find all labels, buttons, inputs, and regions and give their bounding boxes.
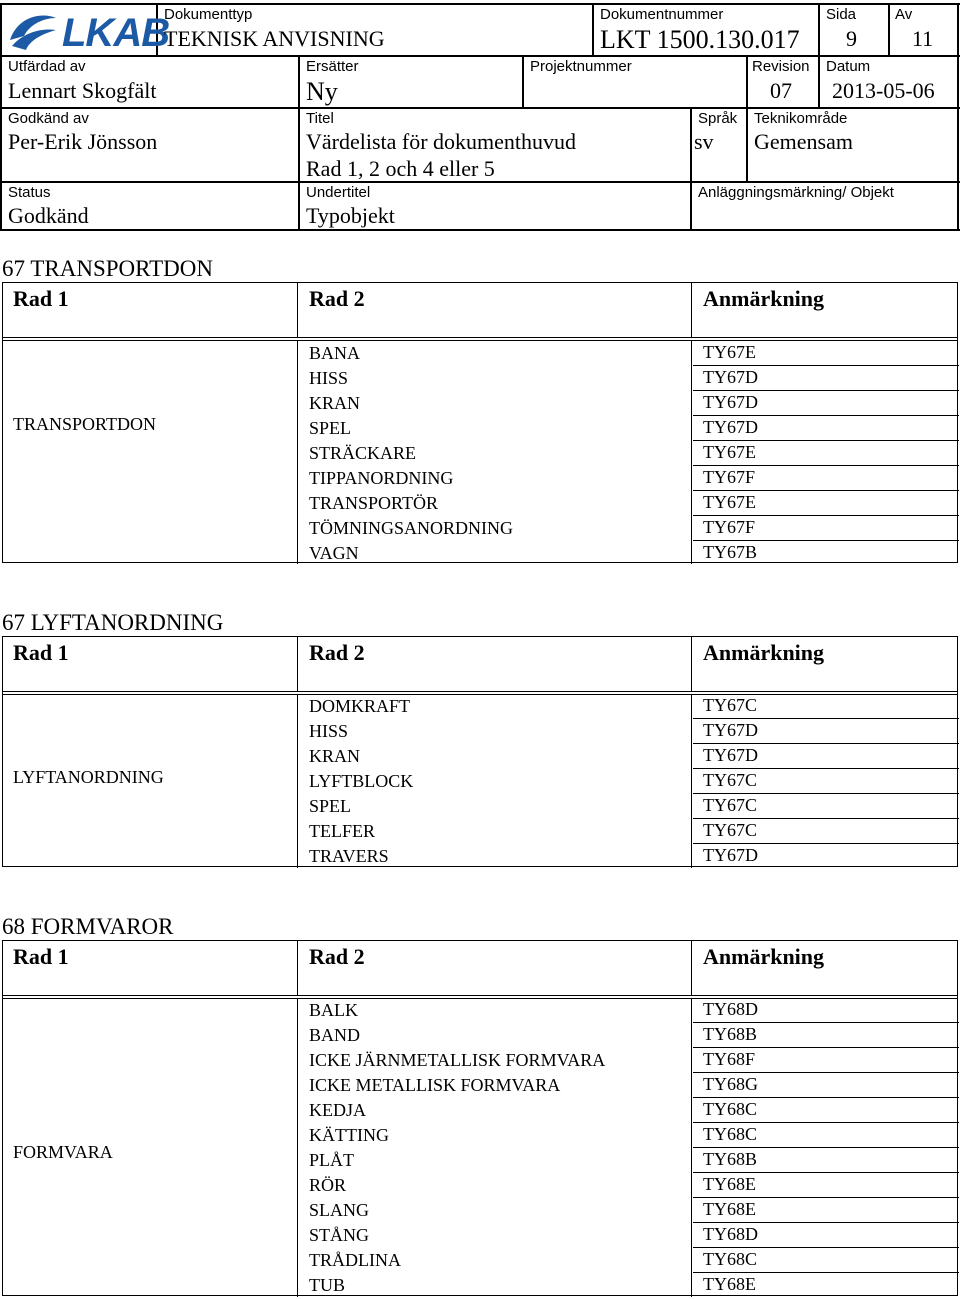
anmarkning-item: TY67F: [703, 517, 756, 537]
anmarkning-item: TY67E: [703, 492, 756, 512]
header-vrule: [690, 107, 692, 231]
rad1-cell: LYFTANORDNING: [13, 767, 164, 787]
titel-value-line1: Värdelista för dokumenthuvud: [306, 129, 577, 154]
table-header-row: [3, 941, 957, 996]
anmarkning-item: TY67F: [703, 467, 756, 487]
anmarkning-item: TY68F: [703, 1049, 756, 1069]
rad2-item: TIPPANORDNING: [309, 468, 454, 488]
header-rule-3: [0, 181, 960, 183]
row-divider: [693, 465, 959, 466]
status-value: Godkänd: [8, 203, 89, 228]
rad2-item: TRANSPORTÖR: [309, 493, 438, 513]
column-separator: [297, 340, 298, 564]
row-divider: [693, 1122, 959, 1123]
anmarkning-item: TY68C: [703, 1249, 757, 1269]
anmarkning-item: TY68D: [703, 999, 758, 1019]
rad2-item: KRAN: [309, 746, 361, 766]
rad2-item: SPEL: [309, 796, 352, 816]
rad2-item: VAGN: [309, 543, 359, 563]
column-separator: [297, 998, 298, 1297]
column-separator: [691, 998, 692, 1297]
column-separator: [297, 283, 298, 337]
rad2-item: KRAN: [309, 393, 361, 413]
row-divider: [693, 440, 959, 441]
rad2-item: RÖR: [309, 1175, 347, 1195]
column-separator: [691, 637, 692, 691]
sprak-label: Språk: [698, 110, 738, 127]
body-top-line: [3, 340, 957, 341]
ersatter-label: Ersätter: [306, 58, 359, 75]
row-divider: [693, 1172, 959, 1173]
header-vrule: [888, 3, 890, 55]
row-divider: [693, 540, 959, 541]
row-divider: [693, 1097, 959, 1098]
datum-value: 2013-05-06: [832, 78, 935, 103]
godkand-av-value: Per-Erik Jönsson: [8, 129, 158, 154]
row-divider: [693, 818, 959, 819]
section-title: 68 FORMVAROR: [2, 914, 174, 939]
column-separator: [691, 340, 692, 564]
header-vrule: [818, 3, 820, 107]
header-border-right: [957, 3, 959, 231]
column-header-rad2: Rad 2: [309, 286, 365, 311]
sida-value: 9: [846, 26, 857, 51]
header-vrule: [522, 55, 524, 107]
rad2-item: PLÅT: [309, 1150, 354, 1170]
column-header-rad1: Rad 1: [13, 286, 69, 311]
rad1-cell: TRANSPORTDON: [13, 414, 156, 434]
row-divider: [693, 1197, 959, 1198]
av-value: 11: [912, 26, 934, 51]
anmarkning-item: TY68G: [703, 1074, 758, 1094]
row-divider: [693, 365, 959, 366]
header-vrule: [298, 55, 300, 231]
rad2-item: KEDJA: [309, 1100, 366, 1120]
row-divider: [693, 490, 959, 491]
revision-value: 07: [770, 78, 792, 103]
table-header-row: [3, 283, 957, 338]
anmarkning-item: TY67C: [703, 795, 757, 815]
rad2-item: LYFTBLOCK: [309, 771, 414, 791]
anmarkning-item: TY67D: [703, 745, 758, 765]
rad1-cell: FORMVARA: [13, 1142, 113, 1162]
utfardad-label: Utfärdad av: [8, 58, 86, 75]
column-separator: [297, 941, 298, 995]
column-separator: [691, 941, 692, 995]
rad2-item: BANA: [309, 343, 361, 363]
rad2-item: KÄTTING: [309, 1125, 389, 1145]
av-label: Av: [895, 6, 913, 23]
logo-wordmark: LKAB: [62, 11, 170, 55]
value-table-transportdon: [2, 282, 958, 563]
anmarkning-item: TY67D: [703, 845, 758, 865]
column-header-rad1: Rad 1: [13, 944, 69, 969]
teknikomrade-label: Teknikområde: [754, 110, 848, 127]
row-divider: [693, 718, 959, 719]
row-divider: [693, 768, 959, 769]
anmarkning-item: TY67C: [703, 770, 757, 790]
revision-label: Revision: [752, 58, 810, 75]
dokumenttyp-value: TEKNISK ANVISNING: [164, 26, 385, 51]
value-table-formvaror: [2, 940, 958, 1296]
anmarkning-item: TY67D: [703, 417, 758, 437]
row-divider: [693, 843, 959, 844]
titel-label: Titel: [306, 110, 334, 127]
section-title: 67 TRANSPORTDON: [2, 256, 213, 281]
column-separator: [297, 637, 298, 691]
anmarkning-item: TY68D: [703, 1224, 758, 1244]
anmarkning-item: TY68E: [703, 1199, 756, 1219]
column-separator: [297, 694, 298, 868]
rad2-item: TRAVERS: [309, 846, 389, 866]
row-divider: [693, 1222, 959, 1223]
anmarkning-item: TY68E: [703, 1274, 756, 1294]
dokumenttyp-label: Dokumenttyp: [164, 6, 253, 23]
anmarkning-item: TY68C: [703, 1124, 757, 1144]
dokumentnummer-value: LKT 1500.130.017: [600, 25, 800, 54]
anlaggning-label: Anläggningsmärkning/ Objekt: [698, 184, 894, 201]
header-border-left: [0, 3, 2, 231]
lkab-emblem-icon: [8, 10, 58, 54]
document-header: [0, 0, 960, 232]
rad2-item: SLANG: [309, 1200, 370, 1220]
rad2-item: ICKE METALLISK FORMVARA: [309, 1075, 561, 1095]
anmarkning-item: TY68E: [703, 1174, 756, 1194]
header-rule-1: [0, 55, 960, 57]
sprak-value: sv: [694, 129, 714, 154]
anmarkning-item: TY68B: [703, 1024, 757, 1044]
rad2-item: TRÅDLINA: [309, 1250, 401, 1270]
titel-value-line2: Rad 1, 2 och 4 eller 5: [306, 156, 495, 181]
row-divider: [693, 793, 959, 794]
header-vrule: [746, 55, 748, 181]
row-divider: [693, 1272, 959, 1273]
section-title: 67 LYFTANORDNING: [2, 610, 224, 635]
status-label: Status: [8, 184, 51, 201]
header-rule-2: [0, 107, 960, 109]
undertitel-label: Undertitel: [306, 184, 371, 201]
rad2-item: STÅNG: [309, 1225, 370, 1245]
column-separator: [691, 694, 692, 868]
rad2-item: HISS: [309, 368, 349, 388]
body-top-line: [3, 998, 957, 999]
row-divider: [693, 1047, 959, 1048]
rad2-item: TÖMNINGSANORDNING: [309, 518, 513, 538]
row-divider: [693, 1147, 959, 1148]
row-divider: [693, 743, 959, 744]
header-border-bottom: [0, 229, 960, 231]
column-separator: [691, 283, 692, 337]
row-divider: [693, 515, 959, 516]
anmarkning-item: TY67C: [703, 695, 757, 715]
rad2-item: SPEL: [309, 418, 352, 438]
rad2-item: TELFER: [309, 821, 375, 841]
body-top-line: [3, 694, 957, 695]
sida-label: Sida: [826, 6, 857, 23]
anmarkning-item: TY67B: [703, 542, 757, 562]
row-divider: [693, 415, 959, 416]
rad2-item: TUB: [309, 1275, 345, 1295]
column-header-anmarkning: Anmärkning: [703, 944, 825, 969]
undertitel-value: Typobjekt: [306, 203, 395, 228]
datum-label: Datum: [826, 58, 871, 75]
row-divider: [693, 1072, 959, 1073]
column-header-rad1: Rad 1: [13, 640, 69, 665]
header-vrule: [592, 3, 594, 55]
column-header-anmarkning: Anmärkning: [703, 640, 825, 665]
rad2-item: DOMKRAFT: [309, 696, 411, 716]
column-header-rad2: Rad 2: [309, 944, 365, 969]
anmarkning-item: TY68C: [703, 1099, 757, 1119]
header-border-top: [0, 3, 960, 5]
row-divider: [693, 1247, 959, 1248]
dokumentnummer-label: Dokumentnummer: [600, 6, 724, 23]
anmarkning-item: TY67D: [703, 392, 758, 412]
utfardad-value: Lennart Skogfält: [8, 78, 157, 103]
godkand-av-label: Godkänd av: [8, 110, 89, 127]
projektnummer-label: Projektnummer: [530, 58, 632, 75]
row-divider: [693, 390, 959, 391]
ersatter-value: Ny: [306, 77, 338, 106]
rad2-item: STRÄCKARE: [309, 443, 417, 463]
column-header-anmarkning: Anmärkning: [703, 286, 825, 311]
teknikomrade-value: Gemensam: [754, 129, 853, 154]
anmarkning-item: TY67E: [703, 442, 756, 462]
anmarkning-item: TY67D: [703, 367, 758, 387]
rad2-item: ICKE JÄRNMETALLISK FORMVARA: [309, 1050, 606, 1070]
column-header-rad2: Rad 2: [309, 640, 365, 665]
anmarkning-item: TY67E: [703, 342, 756, 362]
anmarkning-item: TY67D: [703, 720, 758, 740]
anmarkning-item: TY67C: [703, 820, 757, 840]
table-header-row: [3, 637, 957, 692]
anmarkning-item: TY68B: [703, 1149, 757, 1169]
rad2-item: BALK: [309, 1000, 358, 1020]
value-table-lyftanordning: [2, 636, 958, 867]
lkab-logo: [8, 10, 170, 55]
rad2-item: BAND: [309, 1025, 361, 1045]
rad2-item: HISS: [309, 721, 349, 741]
row-divider: [693, 1022, 959, 1023]
